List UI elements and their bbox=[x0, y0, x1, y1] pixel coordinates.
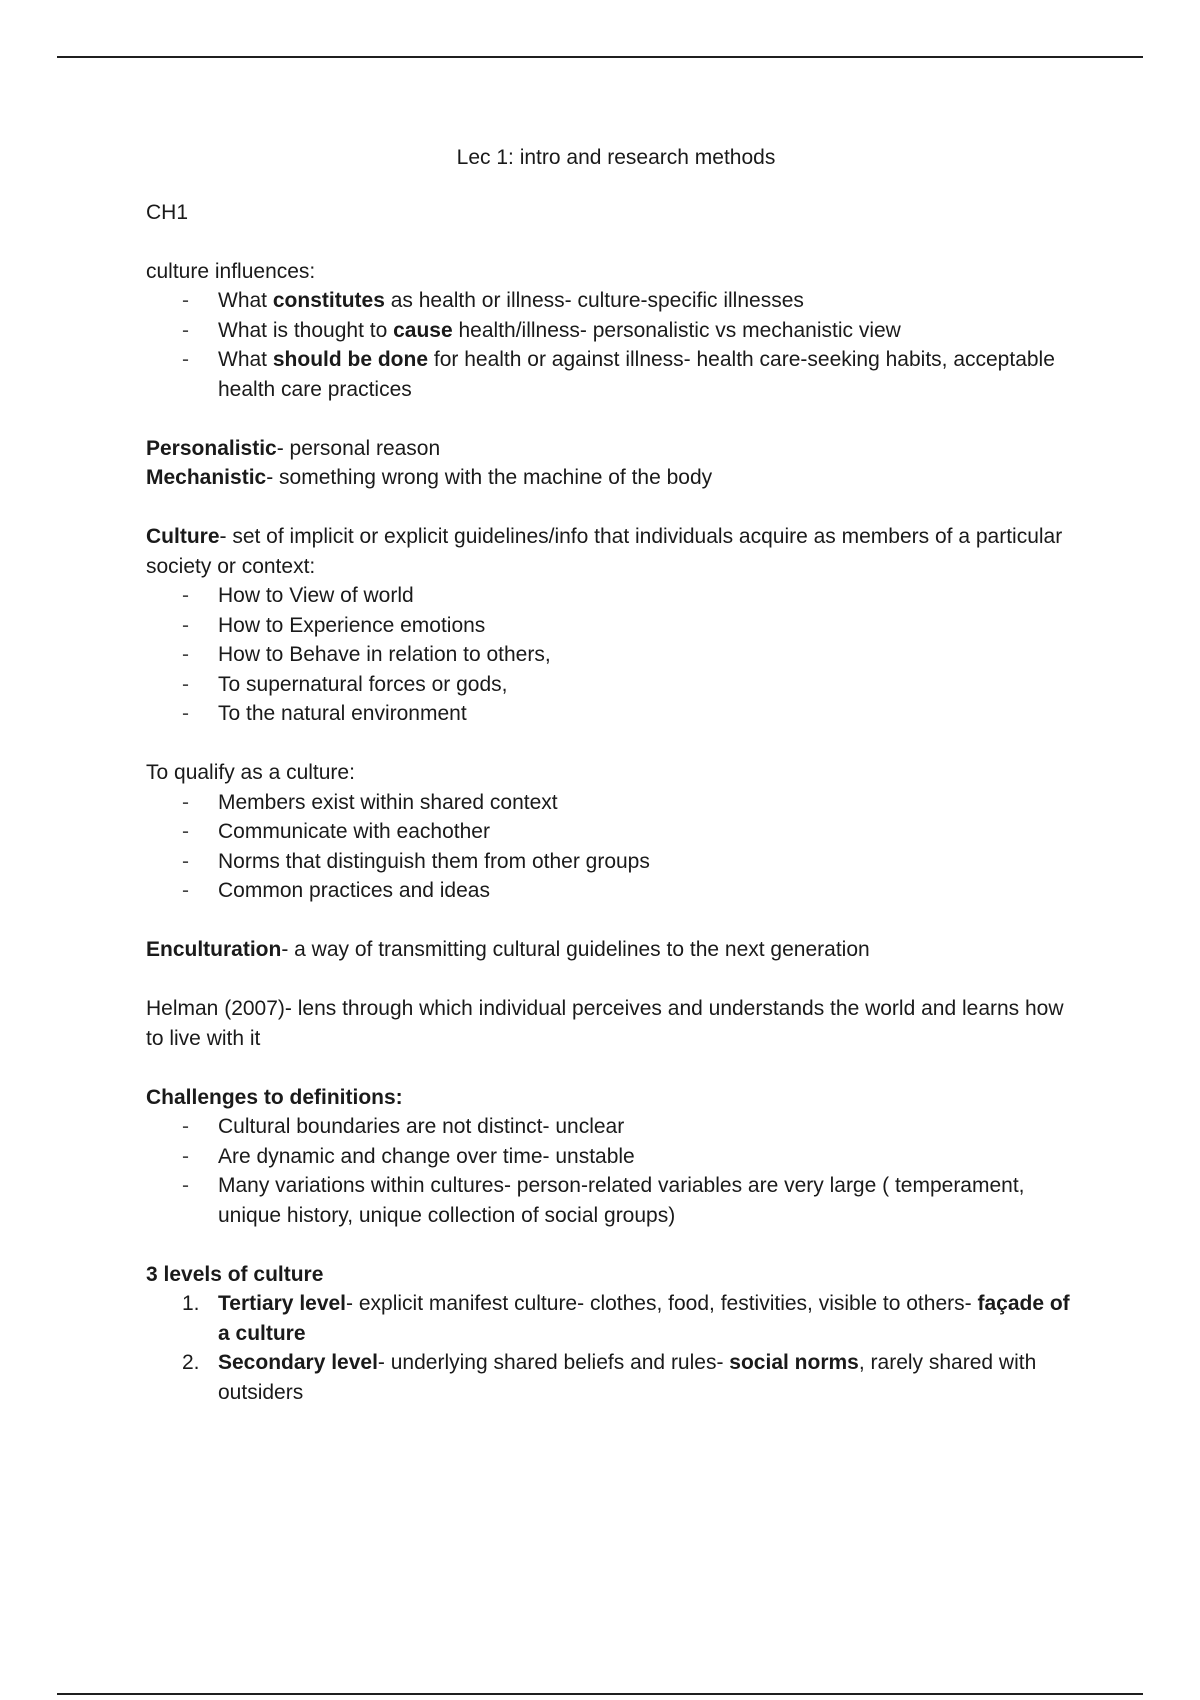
list-item: - Communicate with eachother bbox=[218, 817, 1086, 847]
list-item: - What is thought to cause health/illness- personalistic vs mechanistic view bbox=[218, 316, 1086, 346]
list-item: - What constitutes as health or illness- culture-specific illnesses bbox=[218, 286, 1086, 316]
qualify-list bbox=[146, 788, 1086, 906]
helman-definition: Helman (2007)- lens through which individual perceives and understands the world and learns how to live with it bbox=[146, 997, 1064, 1050]
list-item: - To the natural environment bbox=[218, 699, 1086, 729]
mechanistic-definition: Mechanistic- something wrong with the machine of the body bbox=[146, 466, 713, 489]
list-item: - What should be done for health or against illness- health care-seeking habits, acceptable health care practices bbox=[218, 345, 1086, 404]
list-item: 1. Tertiary level- explicit manifest culture- clothes, food, festivities, visible to others- façade of a culture bbox=[182, 1292, 1070, 1345]
culture-definition: Culture- set of implicit or explicit guidelines/info that individuals acquire as members of a particular society or context: bbox=[146, 525, 1063, 578]
list-item: - Norms that distinguish them from other groups bbox=[218, 847, 1086, 877]
personalistic-definition: Personalistic- personal reason bbox=[146, 436, 441, 460]
list-item: - How to Behave in relation to others, bbox=[218, 640, 1086, 670]
list-item: - Common practices and ideas bbox=[218, 876, 1086, 906]
culture-list bbox=[146, 581, 1086, 729]
header-rule bbox=[57, 56, 1143, 58]
levels-heading: 3 levels of culture bbox=[146, 1262, 324, 1286]
footer-rule bbox=[57, 1693, 1143, 1695]
qualify-heading: To qualify as a culture: bbox=[146, 761, 355, 784]
list-item: - Members exist within shared context bbox=[218, 788, 1086, 818]
challenges-heading: Challenges to definitions: bbox=[146, 1085, 403, 1109]
challenges-list bbox=[146, 1112, 1086, 1230]
page-title: Lec 1: intro and research methods bbox=[456, 146, 776, 169]
influences-heading: culture influences: bbox=[146, 259, 316, 283]
list-item: 2. Secondary level- underlying shared beliefs and rules- social norms, rarely shared with outsiders bbox=[182, 1351, 1037, 1404]
list-item: - Many variations within cultures- person-related variables are very large ( temperament, unique history, unique collection of social groups) bbox=[218, 1171, 1086, 1230]
chapter-label: CH1 bbox=[146, 200, 189, 224]
list-item: - To supernatural forces or gods, bbox=[218, 670, 1086, 700]
influences-list bbox=[146, 286, 1086, 404]
document-page bbox=[146, 143, 1086, 1407]
list-item: - How to Experience emotions bbox=[218, 611, 1086, 641]
list-item: - Cultural boundaries are not distinct- unclear bbox=[218, 1112, 1086, 1142]
enculturation-definition: Enculturation- a way of transmitting cultural guidelines to the next generation bbox=[146, 938, 870, 961]
levels-list bbox=[146, 1289, 1086, 1407]
list-item: - Are dynamic and change over time- unstable bbox=[218, 1142, 1086, 1172]
list-item: - How to View of world bbox=[218, 581, 1086, 611]
